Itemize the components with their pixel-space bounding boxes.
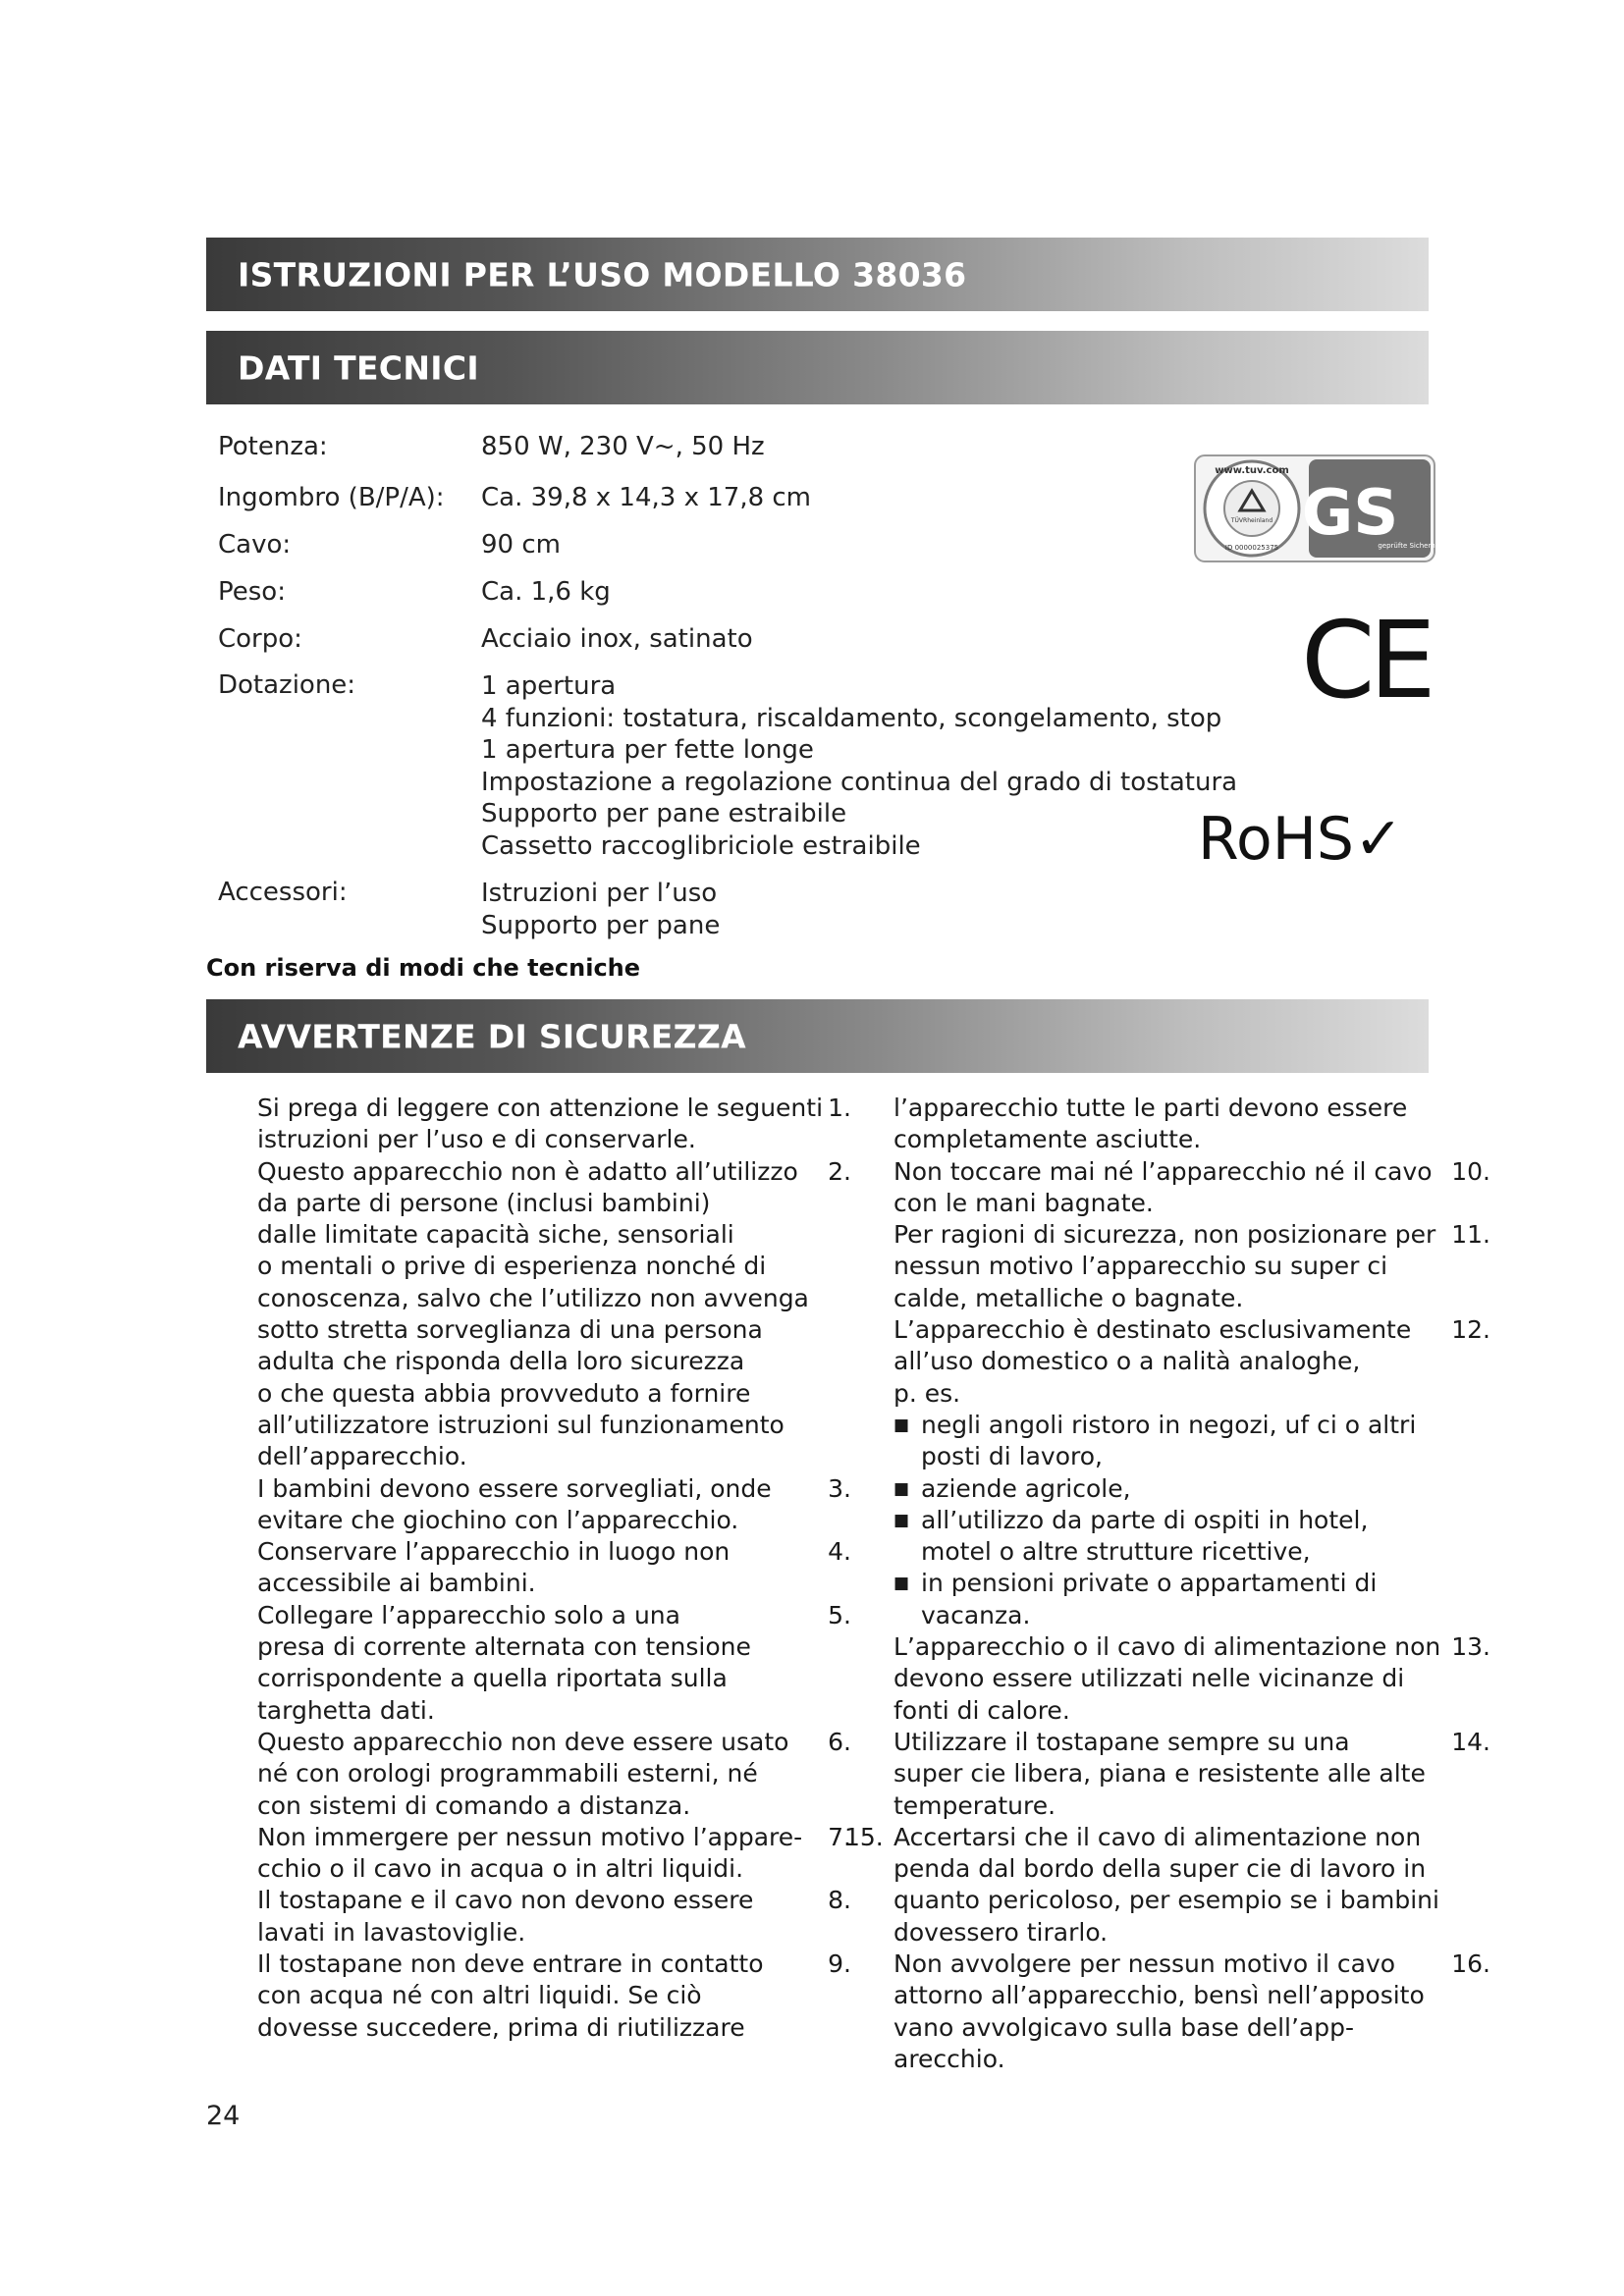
dotazione-line: 1 apertura [481, 671, 617, 701]
dotazione-line: Supporto per pane estraibile [481, 799, 847, 828]
tuv-id-text: ID 0000025375 [1224, 544, 1279, 552]
gs-caption: geprüfte Sicherh [1378, 542, 1435, 550]
item-number: 13. [1451, 1632, 1490, 1662]
bullet-line: ■ in pensioni private o appartamenti di [893, 1568, 1490, 1599]
spec-value: Ca. 1,6 kg [481, 577, 611, 607]
text-line: dell’apparecchio. [257, 1442, 467, 1471]
spec-label-accessori: Accessori: [218, 878, 348, 907]
text-line: evitare che giochino con l’apparecchio. [257, 1505, 739, 1534]
item-number: 2. [828, 1156, 851, 1186]
text-line: Non immergere per nessun motivo l’appare- 7. [257, 1822, 851, 1853]
text-line: Per ragioni di sicurezza, non posizionare per 11. [893, 1219, 1490, 1251]
safety-column-left [257, 1093, 851, 2044]
tuv-gs-logo [1193, 454, 1436, 567]
text-line: completamente asciutte. [893, 1125, 1202, 1154]
text-line: presa di corrente alternata con tensione [257, 1632, 751, 1662]
text-line: super cie libera, piana e resistente alle alte [893, 1759, 1426, 1789]
item-number: 10. [1451, 1156, 1490, 1186]
bullet-line: ■ all’utilizzo da parte di ospiti in hotel, [893, 1505, 1490, 1536]
text-line: accessibile ai bambini. [257, 1569, 536, 1598]
text-line: temperature. [893, 1790, 1056, 1820]
text-line: arecchio. [893, 2044, 1005, 2073]
text-line: o mentali o prive di esperienza nonché di [257, 1252, 767, 1281]
text-line: da parte di persone (inclusi bambini) [257, 1188, 711, 1217]
text-line: dalle limitate capacità siche, sensoriali [257, 1220, 734, 1250]
item-number: 14. [1451, 1727, 1490, 1756]
item-number: 9. [828, 1949, 851, 1979]
item-number: 7. [828, 1822, 851, 1851]
text-line: vano avvolgicavo sulla base dell’app- [893, 2012, 1355, 2042]
spec-label-dotazione: Dotazione: [218, 670, 356, 700]
page-title: ISTRUZIONI PER L’USO MODELLO 38036 [238, 255, 967, 294]
item-number: 16. [1451, 1949, 1490, 1979]
text-line: Il tostapane e il cavo non devono essere 8. [257, 1885, 851, 1916]
text-line: Questo apparecchio non è adatto all’utilizzo 2. [257, 1156, 851, 1188]
spec-label: Potenza: [218, 432, 328, 461]
section-title-specs: DATI TECNICI [238, 348, 479, 387]
title-bar [206, 238, 1429, 311]
safety-column-right [893, 1093, 1490, 2075]
text-line: con le mani bagnate. [893, 1188, 1154, 1217]
spec-value: Acciaio inox, satinato [481, 624, 753, 654]
item-number: 5. [828, 1600, 851, 1629]
spec-label: Ingombro (B/P/A): [218, 483, 445, 512]
text-line: all’utilizzatore istruzioni sul funzionamento [257, 1410, 785, 1439]
text-line: Non avvolgere per nessun motivo il cavo 16. [893, 1949, 1490, 1980]
item-number: 8. [828, 1886, 851, 1915]
text-line: nessun motivo l’apparecchio su super ci [893, 1252, 1388, 1281]
text-line: vacanza. [921, 1600, 1031, 1629]
text-line: dovesse succedere, prima di riutilizzare [257, 2012, 745, 2042]
text-line: Utilizzare il tostapane sempre su una 14. [893, 1727, 1490, 1758]
text-line: Conservare l’apparecchio in luogo non 4. [257, 1536, 851, 1568]
bullet-line: ■ negli angoli ristoro in negozi, uf ci o altri [893, 1410, 1490, 1441]
section-bar-specs [206, 331, 1429, 404]
text-line: Si prega di leggere con attenzione le seguenti 1. [257, 1093, 851, 1124]
spec-label: Peso: [218, 577, 286, 607]
item-number: 3. [828, 1473, 851, 1503]
text-line: con sistemi di comando a distanza. [257, 1790, 691, 1820]
text-line: attorno all’apparecchio, bensì nell’apposito [893, 1981, 1425, 2010]
spec-value: 850 W, 230 V~, 50 Hz [481, 432, 765, 461]
tuv-url-text: www.tuv.com [1215, 465, 1289, 476]
text-line: motel o altre strutture ricettive, [921, 1537, 1311, 1567]
item-number: 6. [828, 1727, 851, 1756]
text-line: corrispondente a quella riportata sulla [257, 1664, 728, 1693]
item-number-15: 15. [844, 1823, 884, 1851]
text-line: né con orologi programmabili esterni, né [257, 1759, 758, 1789]
accessori-line: Istruzioni per l’uso [481, 879, 718, 908]
gs-text: GS [1301, 477, 1399, 550]
text-line: Questo apparecchio non deve essere usato 6. [257, 1727, 851, 1758]
bullet-square-icon: ■ [893, 1574, 910, 1594]
spec-value: 90 cm [481, 530, 561, 560]
text-line: o che questa abbia provveduto a fornire [257, 1378, 751, 1408]
item-number: 4. [828, 1537, 851, 1567]
text-line: posti di lavoro, [921, 1442, 1103, 1471]
rohs-logo [1198, 805, 1404, 874]
bullet-square-icon: ■ [893, 1510, 910, 1530]
text-line: dovessero tirarlo. [893, 1917, 1109, 1947]
spec-value-dotazione [481, 670, 1237, 862]
accessori-line: Supporto per pane [481, 910, 721, 940]
rohs-text: RoHS [1198, 805, 1354, 874]
text-line: calde, metalliche o bagnate. [893, 1283, 1244, 1312]
rohs-check-icon: ✓ [1353, 805, 1404, 874]
text-line: fonti di calore. [893, 1695, 1070, 1725]
spec-value: Ca. 39,8 x 14,3 x 17,8 cm [481, 483, 812, 512]
dotazione-line: Impostazione a regolazione continua del grado di tostatura [481, 767, 1238, 797]
text-line: l’apparecchio tutte le parti devono essere [893, 1094, 1408, 1122]
ce-mark: CE [1301, 600, 1431, 722]
page-number: 24 [206, 2101, 241, 2131]
section-bar-safety [206, 999, 1429, 1073]
spec-label: Cavo: [218, 530, 292, 560]
technical-changes-note: Con riserva di modi che tecniche [206, 954, 641, 982]
dotazione-line: 1 apertura per fette longe [481, 735, 814, 765]
text-line: conoscenza, salvo che l’utilizzo non avvenga [257, 1283, 809, 1312]
text-line: Accertarsi che il cavo di alimentazione non [893, 1822, 1422, 1851]
text-line: quanto pericoloso, per esempio se i bambini [893, 1886, 1439, 1915]
text-line: Il tostapane non deve entrare in contatto 9. [257, 1949, 851, 1980]
text-line: L’apparecchio è destinato esclusivamente 12. [893, 1314, 1490, 1346]
item-number: 1. [828, 1094, 851, 1122]
text-line: con acqua né con altri liquidi. Se ciò [257, 1981, 702, 2010]
text-line: istruzioni per l’uso e di conservarle. [257, 1125, 696, 1154]
text-line: sotto stretta sorveglianza di una persona [257, 1315, 763, 1345]
tuv-inner-text: TÜVRheinland [1230, 517, 1273, 524]
section-title-safety: AVVERTENZE DI SICUREZZA [238, 1017, 746, 1055]
dotazione-line: Cassetto raccoglibriciole estraibile [481, 830, 921, 861]
bullet-square-icon: ■ [893, 1478, 910, 1499]
text-line: devono essere utilizzati nelle vicinanze di [893, 1664, 1405, 1693]
text-line: I bambini devono essere sorvegliati, onde 3. [257, 1473, 851, 1505]
spec-value-accessori [481, 878, 720, 941]
bullet-line: ■ aziende agricole, [893, 1473, 1490, 1505]
text-line: p. es. [893, 1378, 961, 1408]
dotazione-line: 4 funzioni: tostatura, riscaldamento, scongelamento, stop [481, 703, 1222, 733]
spec-label: Corpo: [218, 624, 302, 654]
bullet-square-icon: ■ [893, 1415, 910, 1435]
item-number: 11. [1451, 1220, 1490, 1250]
text-line: penda dal bordo della super cie di lavoro in [893, 1854, 1427, 1884]
text-line: lavati in lavastoviglie. [257, 1917, 526, 1947]
text-line: adulta che risponda della loro sicurezza [257, 1347, 745, 1376]
text-line: Collegare l’apparecchio solo a una 5. [257, 1600, 851, 1631]
text-line: Non toccare mai né l’apparecchio né il cavo 10. [893, 1156, 1490, 1188]
text-line: cchio o il cavo in acqua o in altri liquidi. [257, 1854, 744, 1884]
text-line: L’apparecchio o il cavo di alimentazione non 13. [893, 1631, 1490, 1663]
text-line: all’uso domestico o a nalità analoghe, [893, 1347, 1361, 1376]
text-line: targhetta dati. [257, 1695, 435, 1725]
item-number: 12. [1451, 1315, 1490, 1345]
